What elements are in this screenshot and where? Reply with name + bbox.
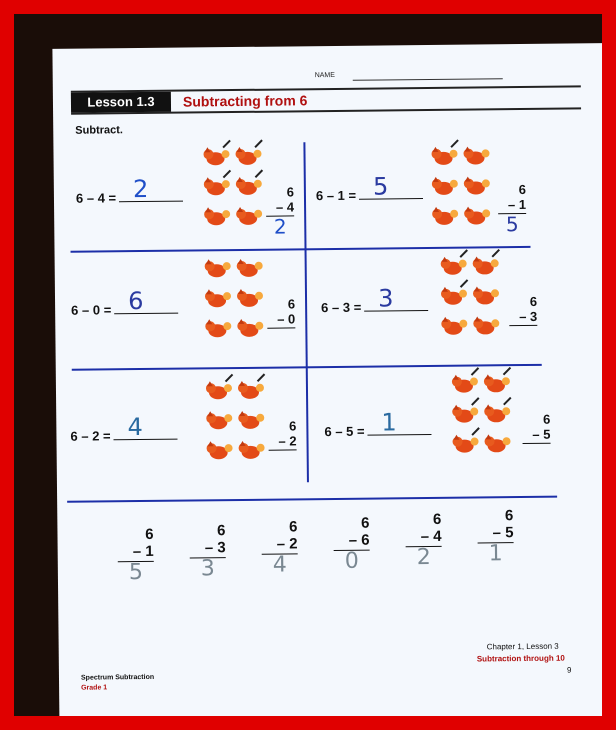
fox-icon	[236, 207, 262, 227]
crossed-fox-icon	[473, 256, 499, 276]
vertical-answer[interactable]: 2	[273, 214, 287, 239]
bottom-subtrahend: – 2	[276, 535, 298, 553]
fox-icon	[204, 207, 230, 227]
footer-chapter: Chapter 1, Lesson 3	[486, 641, 559, 652]
vertical-bottom: – 3	[519, 308, 538, 325]
photo-background	[14, 14, 602, 716]
crossed-fox-icon	[441, 287, 467, 307]
bottom-top: 6	[217, 522, 226, 540]
vertical-problem	[266, 184, 295, 239]
fox-icon	[432, 177, 458, 197]
worksheet-page	[52, 43, 602, 716]
bottom-subtrahend: – 1	[132, 542, 154, 561]
crossed-fox-icon	[236, 177, 262, 197]
vertical-bottom: – 5	[532, 426, 551, 442]
bottom-problem	[261, 518, 298, 576]
grid-divider	[67, 496, 557, 503]
fox-icon	[441, 317, 467, 337]
crossed-fox-icon	[431, 147, 457, 167]
fox-icon	[237, 319, 263, 339]
bottom-top: 6	[432, 510, 442, 528]
equation-text: 6 – 4 =	[75, 190, 117, 206]
fox-icon	[464, 206, 490, 226]
vertical-bottom: – 4	[275, 199, 295, 215]
fox-icon	[238, 411, 264, 431]
lesson-title: Subtracting from 6	[182, 92, 308, 110]
answer-blank[interactable]	[119, 174, 183, 204]
fox-icon	[205, 319, 231, 339]
fox-icon	[237, 259, 263, 279]
grid-divider	[71, 246, 531, 253]
vertical-top: 6	[289, 418, 297, 434]
answer-bar	[509, 325, 537, 326]
answer-bar	[267, 327, 295, 328]
vertical-top: 6	[542, 411, 551, 427]
handwritten-answer: 3	[378, 284, 394, 313]
counting-animals	[431, 146, 502, 237]
bottom-answer[interactable]: 4	[272, 552, 287, 578]
equation-text: 6 – 3 =	[321, 299, 362, 316]
answer-blank[interactable]	[114, 286, 178, 316]
crossed-fox-icon	[484, 404, 510, 424]
crossed-fox-icon	[452, 434, 478, 454]
footer-subject: Subtraction through 10	[476, 653, 565, 664]
lesson-banner	[71, 85, 581, 114]
bottom-subtrahend: – 3	[204, 539, 226, 557]
bottom-answer[interactable]: 0	[344, 548, 359, 574]
counting-animals	[452, 374, 523, 465]
crossed-fox-icon	[452, 374, 478, 394]
fox-icon	[473, 286, 499, 306]
answer-bar	[523, 443, 551, 444]
bottom-problem	[405, 511, 442, 569]
answer-blank[interactable]	[113, 413, 177, 442]
handwritten-answer: 2	[132, 174, 149, 204]
fox-icon	[207, 441, 233, 461]
fox-icon	[205, 259, 231, 279]
fox-icon	[239, 441, 265, 461]
equation-text: 6 – 5 =	[324, 423, 365, 440]
fox-icon	[463, 146, 489, 166]
fox-icon	[206, 411, 232, 431]
instruction-text: Subtract.	[75, 124, 124, 137]
counting-animals	[441, 256, 512, 347]
answer-blank[interactable]	[367, 408, 431, 437]
name-line[interactable]	[353, 78, 503, 81]
bottom-problem	[333, 515, 370, 573]
bottom-subtrahend: – 5	[492, 524, 514, 542]
crossed-fox-icon	[235, 147, 261, 167]
lesson-number: Lesson 1.3	[71, 92, 171, 113]
bottom-top: 6	[504, 507, 514, 525]
fox-icon	[473, 316, 499, 336]
bottom-answer[interactable]: 5	[128, 560, 144, 586]
vertical-problem	[509, 294, 537, 326]
vertical-top: 6	[287, 296, 296, 312]
footer-page-number: 9	[566, 665, 572, 675]
equation-text: 6 – 1 =	[315, 187, 357, 204]
handwritten-answer: 1	[381, 408, 397, 437]
bottom-top: 6	[288, 518, 298, 536]
handwritten-answer: 6	[128, 286, 144, 316]
footer-grade: Grade 1	[81, 684, 108, 692]
problem-equation	[324, 408, 431, 440]
vertical-bottom: – 2	[278, 433, 297, 449]
bottom-top: 6	[145, 525, 154, 543]
vertical-problem	[498, 181, 527, 237]
answer-blank[interactable]	[359, 172, 423, 201]
vertical-top: 6	[518, 181, 526, 198]
counting-animals	[206, 381, 277, 472]
handwritten-answer: 5	[372, 172, 389, 201]
equation-text: 6 – 2 =	[70, 428, 111, 444]
vertical-bottom: – 1	[507, 196, 527, 213]
bottom-top: 6	[360, 514, 370, 532]
bottom-problem	[189, 522, 226, 580]
fox-icon	[205, 289, 231, 309]
vertical-top: 6	[529, 293, 538, 309]
bottom-subtrahend: – 4	[420, 527, 442, 546]
bottom-answer[interactable]: 3	[200, 556, 215, 582]
bottom-answer[interactable]: 2	[416, 544, 431, 571]
crossed-fox-icon	[441, 257, 467, 277]
answer-blank[interactable]	[364, 284, 428, 313]
equation-text: 6 – 0 =	[71, 302, 112, 318]
vertical-problem	[267, 296, 295, 328]
fox-icon	[432, 207, 458, 227]
vertical-top: 6	[286, 184, 294, 200]
problem-equation	[315, 172, 423, 204]
counting-animals	[203, 147, 274, 238]
fox-icon	[237, 289, 263, 309]
vertical-bottom: – 0	[277, 311, 296, 327]
bottom-problem	[117, 526, 154, 584]
vertical-problem	[522, 412, 550, 444]
footer-series: Spectrum Subtraction	[80, 673, 155, 682]
counting-animals	[205, 259, 276, 350]
bottom-subtrahend: – 6	[348, 531, 370, 549]
grid-divider	[303, 142, 309, 482]
problem-equation	[71, 286, 178, 318]
bottom-problem	[477, 507, 514, 565]
fox-icon	[464, 176, 490, 196]
crossed-fox-icon	[452, 404, 478, 424]
name-label: NAME	[314, 71, 335, 80]
crossed-fox-icon	[484, 374, 510, 394]
problem-equation	[70, 413, 177, 444]
crossed-fox-icon	[203, 147, 229, 167]
problem-equation	[321, 284, 428, 316]
fox-icon	[484, 434, 510, 454]
vertical-problem	[268, 418, 296, 450]
crossed-fox-icon	[206, 381, 232, 401]
vertical-answer[interactable]: 5	[505, 212, 519, 237]
problem-equation	[75, 174, 183, 206]
handwritten-answer: 4	[127, 413, 143, 442]
crossed-fox-icon	[238, 381, 264, 401]
answer-bar	[269, 449, 297, 450]
crossed-fox-icon	[204, 177, 230, 197]
bottom-answer[interactable]: 1	[488, 541, 503, 567]
